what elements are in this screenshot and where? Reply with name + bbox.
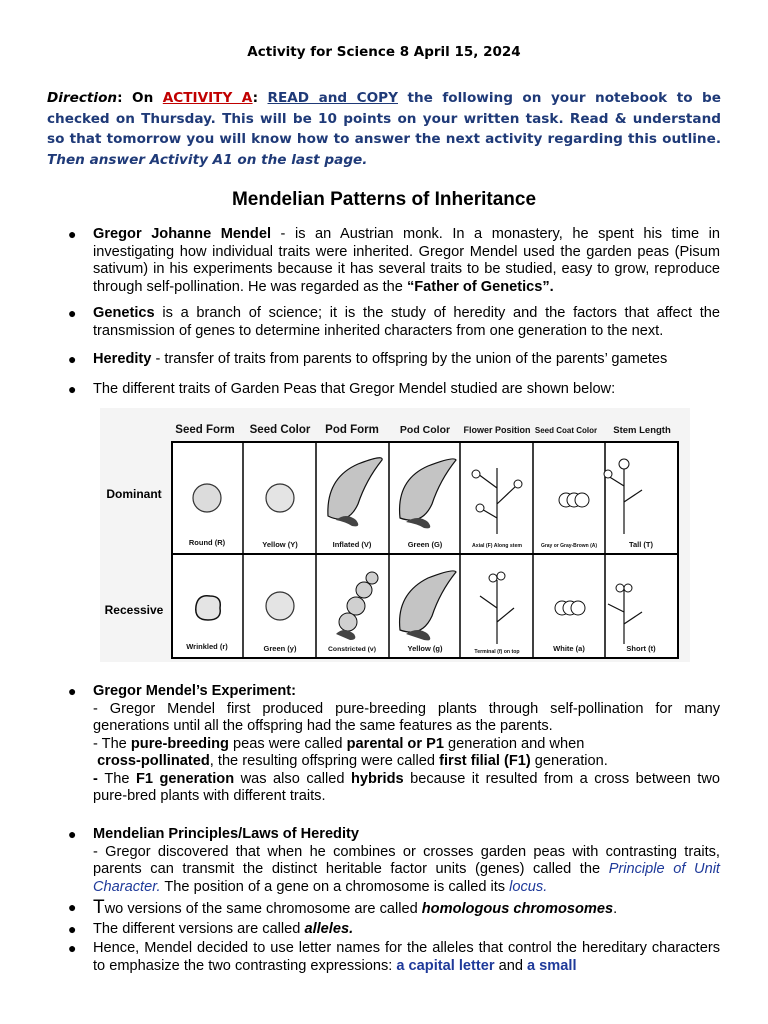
pea-traits-figure	[100, 408, 690, 662]
experiment-list	[0, 683, 720, 806]
direction-paragraph: Direction: On ACTIVITY A: READ and COPY the following on your notebook to be checked on Thursday. This will be 10 points on your written task. Read & understand so that tomorrow you will know how to answer the next activity regarding this outline. Then answer Activity A1 on the last page.	[47, 90, 721, 168]
trait-label: Yellow (g)	[407, 644, 443, 653]
column-header: Seed Color	[249, 424, 311, 436]
bullet-icon: ●	[68, 305, 77, 321]
trait-label: Tall (T)	[628, 540, 654, 549]
trait-label: Green (y)	[263, 644, 297, 653]
trait-label: Round (R)	[188, 538, 226, 547]
bullet-icon: ●	[68, 380, 77, 397]
list-item: ● Genetics is a branch of science; it is the study of heredity and the factors that affect the transmission of genes to determine inherited characters from one generation to the next.	[68, 305, 720, 339]
bullet-icon: ●	[68, 351, 77, 367]
trait-label: Wrinkled (r)	[186, 642, 228, 651]
row-label-recessive: Recessive	[104, 603, 164, 617]
bullet-icon: ●	[68, 826, 77, 842]
activity-a-link: ACTIVITY A	[162, 90, 253, 106]
list-item: ● The different versions are called alleles.	[68, 920, 354, 937]
trait-label: White (a)	[553, 644, 585, 653]
activity-title: Activity for Science 8 April 15, 2024	[247, 44, 521, 60]
page-title: Mendelian Patterns of Inheritance	[231, 189, 537, 210]
direction-label: Direction	[47, 90, 118, 106]
row-label-dominant: Dominant	[106, 487, 162, 501]
bullet-icon: ●	[68, 683, 77, 699]
list-item: ● Heredity - transfer of traits from parents to offspring by the union of the parents’ gametes	[68, 351, 668, 367]
trait-label: Inflated (V)	[332, 540, 372, 549]
list-item: ● Hence, Mendel decided to use letter names for the alleles that control the hereditary characters to emphasize the two contrasting expressions: a capital letter and a small	[68, 940, 720, 974]
trait-label: Terminal (f) on top	[474, 649, 520, 655]
trait-label: Yellow (Y)	[262, 540, 298, 549]
list-item: ● Mendelian Principles/Laws of Heredity - Gregor discovered that when he combines or crosses garden peas with contrasting traits, parents can transmit the distinct heritable factor units (genes) called the Principle of Unit Character. The position of a gene on a chromosome is called its locus.	[68, 826, 720, 895]
list-item: ● Gregor Johanne Mendel - is an Austrian monk. In a monastery, he spent his time in investigating how individual traits were inherited. Gregor Mendel used the garden peas (Pisum sativum) in his experiments because it has several traits to be studied, easy to grow, reproduce through self-pollination. He was regarded as the “Father of Genetics”.	[68, 226, 720, 295]
column-header: Stem Length	[613, 425, 671, 436]
bullet-icon: ●	[68, 899, 77, 915]
list-item: ● Gregor Mendel’s Experiment: - Gregor Mendel first produced pure-breeding plants through self-pollination for many generations until all the offspring had the same features as the parents. - The pure-breeding peas were called parental or P1 generation and when cross-pollinated, the resulting offspring were called first filial (F1) generation. - The F1 generation was also called hybrids because it resulted from a cross between two pure-bred plants with different traits.	[68, 683, 721, 804]
list-item: ● Two versions of the same chromosome are called homologous chromosomes.	[68, 897, 618, 918]
trait-label: Gray or Gray-Brown (A)	[540, 543, 598, 549]
column-header: Pod Color	[399, 424, 451, 436]
principles-list	[0, 826, 720, 975]
trait-label: Axial (F) Along stem	[472, 543, 522, 549]
column-header: Pod Form	[325, 424, 379, 436]
column-header: Seed Coat Color	[534, 426, 598, 435]
read-copy: READ and COPY	[267, 90, 398, 106]
definitions-list	[0, 226, 720, 398]
bullet-icon: ●	[68, 226, 77, 242]
column-header: Flower Position	[463, 425, 531, 435]
bullet-icon: ●	[68, 940, 77, 956]
column-header: Seed Form	[175, 424, 235, 436]
list-item: ● The different traits of Garden Peas that Gregor Mendel studied are shown below:	[68, 380, 616, 397]
trait-label: Short (t)	[626, 644, 656, 653]
trait-label: Green (G)	[407, 540, 443, 549]
bullet-icon: ●	[68, 920, 77, 937]
trait-label: Constricted (v)	[328, 646, 376, 653]
